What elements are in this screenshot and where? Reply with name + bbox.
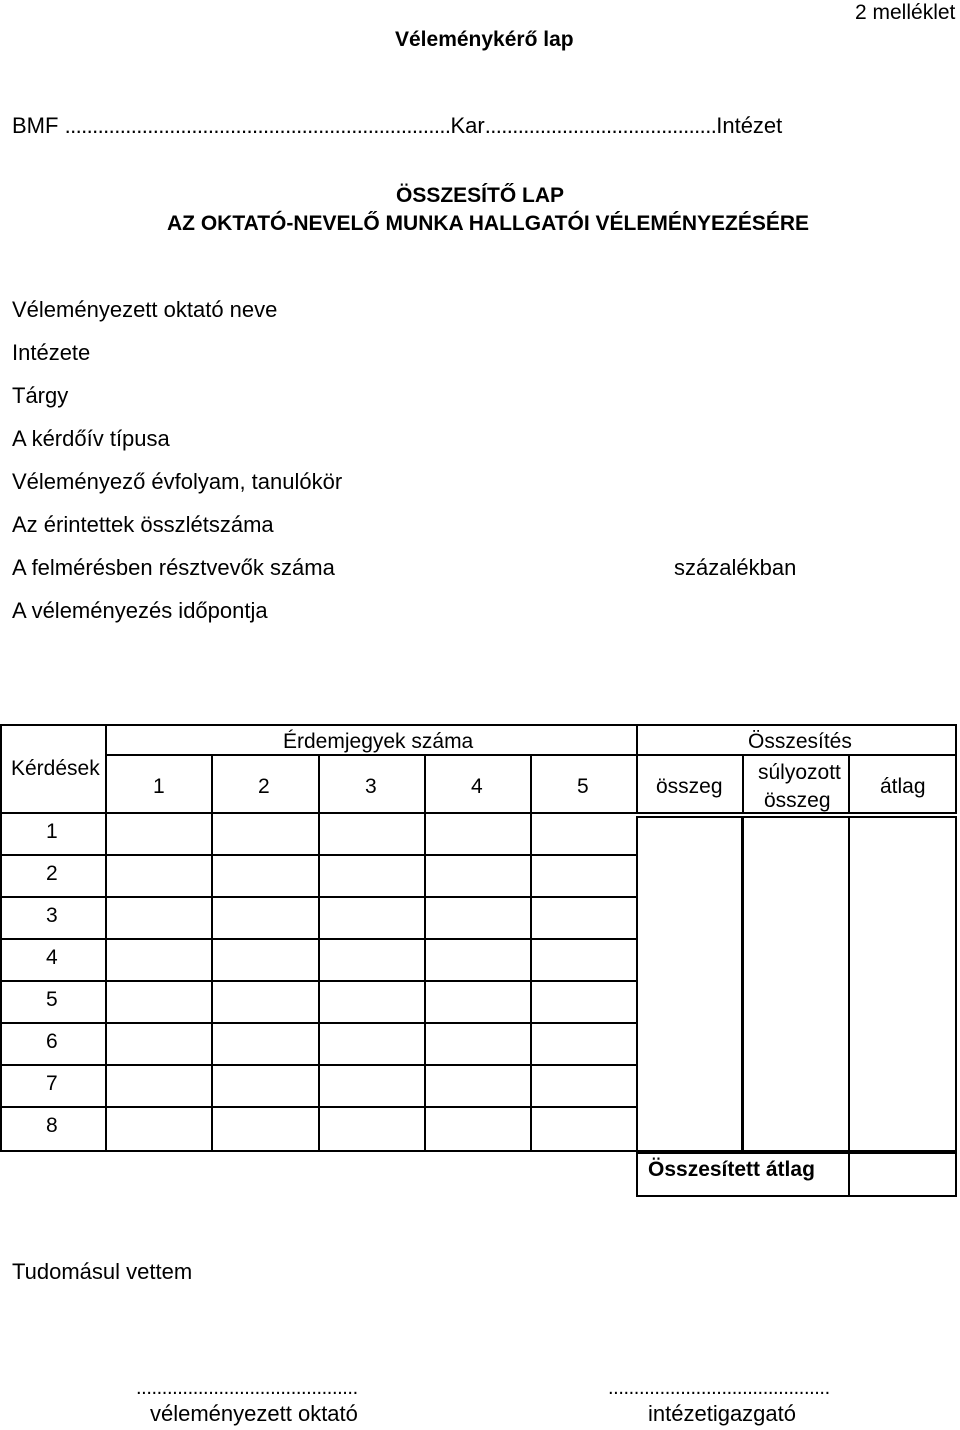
weighted-sum-header-line-1: súlyozott	[758, 761, 841, 784]
org-bmf: BMF	[12, 113, 59, 138]
questions-header: Kérdések	[11, 757, 100, 780]
title-line-2: AZ OKTATÓ-NEVELŐ MUNKA HALLGATÓI VÉLEMÉNYEZÉSÉRE	[167, 212, 810, 235]
grade-col-1: 1	[153, 775, 165, 798]
org-kar: Kar	[450, 113, 485, 138]
total-average-value-box[interactable]	[848, 1152, 957, 1197]
attachment-label: 2 melléklet	[855, 1, 956, 24]
org-intezet: Intézet	[716, 113, 783, 138]
signature-label-instructor: véleményezett oktató	[150, 1401, 358, 1426]
total-average-label: Összesített átlag	[648, 1158, 815, 1181]
question-row-8: 8	[46, 1114, 58, 1137]
field-year-group: Véleményező évfolyam, tanulókör	[12, 469, 343, 494]
signature-line-right: ...........................................	[608, 1377, 830, 1399]
field-evaluation-date: A véleményezés időpontja	[12, 598, 268, 623]
question-row-3: 3	[46, 904, 58, 927]
signature-line-left: ...........................................	[136, 1377, 358, 1399]
form-title: Véleménykérő lap	[395, 28, 574, 51]
question-row-5: 5	[46, 988, 58, 1011]
field-subject: Tárgy	[12, 383, 69, 408]
sum-header: összeg	[656, 775, 723, 798]
summary-header: Összesítés	[748, 730, 852, 753]
field-participants: A felmérésben résztvevők száma	[12, 555, 335, 580]
question-row-4: 4	[46, 946, 58, 969]
field-instructor-name: Véleményezett oktató neve	[12, 297, 278, 322]
percent-label: százalékban	[674, 555, 797, 580]
field-institute: Intézete	[12, 340, 91, 365]
weighted-sum-column-cells	[742, 816, 850, 1152]
title-line-1: ÖSSZESÍTŐ LAP	[395, 184, 565, 207]
grade-col-5: 5	[577, 775, 589, 798]
org-dots-2: ..........................................	[484, 113, 717, 138]
average-header: átlag	[880, 775, 926, 798]
question-row-6: 6	[46, 1030, 58, 1053]
field-total-headcount: Az érintettek összlétszáma	[12, 512, 274, 537]
grade-col-4: 4	[471, 775, 483, 798]
question-row-1: 1	[46, 820, 58, 843]
weighted-sum-header-line-2: összeg	[764, 789, 831, 812]
grade-col-3: 3	[365, 775, 377, 798]
sum-column-cells	[636, 816, 743, 1152]
question-row-7: 7	[46, 1072, 58, 1095]
acknowledged-label: Tudomásul vettem	[12, 1259, 193, 1284]
average-column-cells	[848, 816, 957, 1152]
grade-col-2: 2	[258, 775, 270, 798]
grades-header: Érdemjegyek száma	[283, 730, 474, 753]
question-row-2: 2	[46, 862, 58, 885]
org-line	[12, 115, 782, 137]
field-questionnaire-type: A kérdőív típusa	[12, 426, 170, 451]
org-dots-1: ......................................................................	[64, 113, 451, 138]
signature-label-director: intézetigazgató	[648, 1401, 796, 1426]
